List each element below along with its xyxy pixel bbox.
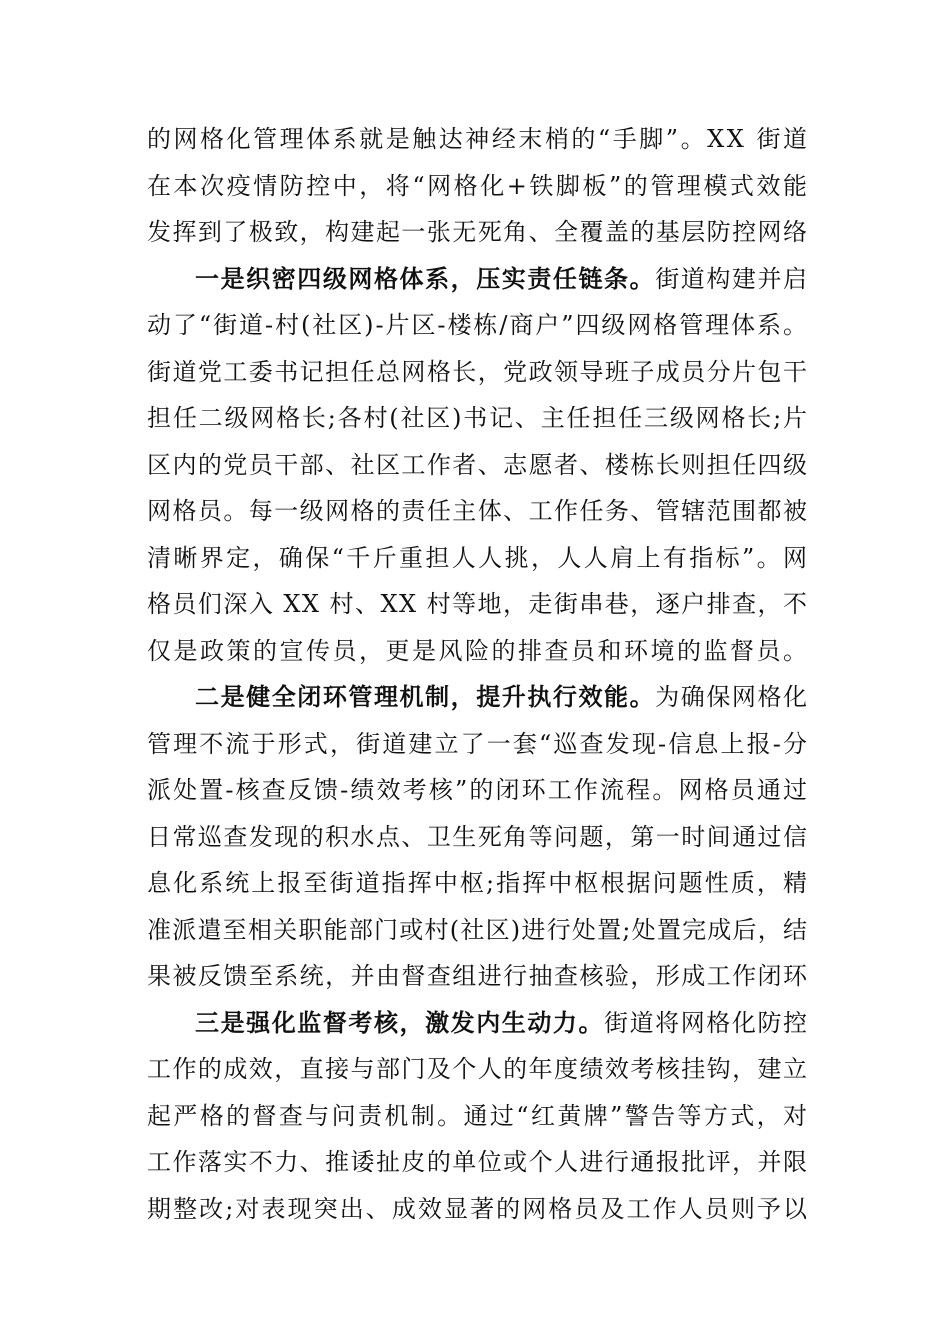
text-line	[147, 352, 807, 392]
line-text: 日常巡查发现的积水点、卫生死角等问题，第一时间通过信	[147, 822, 809, 851]
text-line	[147, 584, 807, 624]
text-line	[147, 863, 810, 903]
line-text: 息化系统上报至街道指挥中枢;指挥中枢根据问题性质，精	[147, 869, 810, 897]
text-line	[147, 817, 807, 857]
text-line	[147, 910, 807, 950]
text-line	[147, 1096, 810, 1136]
line-text: 果被反馈至系统，并由督查组进行抽查核验，形成工作闭环	[147, 962, 809, 990]
line-text: 街道党工委书记担任总网格长，党政领导班子成员分片包干	[147, 357, 809, 386]
line-text: 准派遣至相关职能部门或村(社区)进行处置;处置完成后，结	[147, 915, 809, 944]
paragraph-first-line	[147, 677, 807, 717]
paragraph-first-line	[147, 1003, 807, 1043]
text-line	[147, 631, 810, 671]
text-line	[147, 1142, 807, 1182]
text-line	[147, 445, 807, 485]
text-line	[147, 1049, 807, 1089]
paragraph-first-line	[147, 259, 807, 299]
text-line	[147, 1189, 810, 1229]
line-text: 派处置-核查反馈-绩效考核”的闭环工作流程。网格员通过	[147, 776, 810, 804]
text-line	[147, 724, 810, 764]
line-text: 的网格化管理体系就是触达神经末梢的“手脚”。XX 街道	[147, 125, 810, 153]
line-text: 街道将网格化防控	[604, 1008, 809, 1037]
line-text: 动了“街道-村(社区)-片区-楼栋/商户”四级网格管理体系。	[147, 311, 809, 339]
line-text: 工作的成效，直接与部门及个人的年度绩效考核挂钩，建立	[147, 1055, 809, 1083]
text-line	[147, 956, 807, 996]
paragraph-heading: 二是健全闭环管理机制，提升执行效能。	[195, 682, 656, 711]
text-line	[147, 398, 807, 438]
text-line	[147, 305, 807, 345]
line-text: 网格员。每一级网格的责任主体、工作任务、管辖范围都被	[147, 497, 809, 525]
line-text: 街道构建并启	[655, 264, 809, 293]
text-line	[147, 491, 807, 531]
line-text: 为确保网格化	[655, 683, 809, 711]
line-text: 仅是政策的宣传员，更是风险的排查员和环境的监督员。	[147, 636, 810, 665]
line-text: 期整改;对表现突出、成效显著的网格员及工作人员则予以	[147, 1194, 810, 1223]
line-text: 管理不流于形式，街道建立了一套“巡查发现-信息上报-分	[147, 729, 810, 758]
document-body	[147, 119, 810, 1235]
line-text: 发挥到了极致，构建起一张无死角、全覆盖的基层防控网络	[147, 218, 809, 246]
line-text: 起严格的督查与问责机制。通过“红黄牌”警告等方式，对	[147, 1101, 810, 1130]
line-text: 清晰界定，确保“千斤重担人人挑，人人肩上有指标”。网	[147, 543, 810, 572]
line-text: 在本次疫情防控中，将“网格化+铁脚板”的管理模式效能	[147, 171, 810, 200]
text-line	[147, 538, 810, 578]
line-text: 格员们深入 XX 村、XX 村等地，走街串巷，逐户排查，不	[147, 590, 809, 618]
text-line	[147, 166, 810, 206]
line-text: 工作落实不力、推诿扯皮的单位或个人进行通报批评，并限	[147, 1148, 809, 1176]
text-line	[147, 212, 807, 252]
line-text: 区内的党员干部、社区工作者、志愿者、楼栋长则担任四级	[147, 450, 809, 479]
text-line	[147, 119, 810, 159]
paragraph-heading: 一是织密四级网格体系，压实责任链条。	[195, 263, 656, 293]
paragraph-heading: 三是强化监督考核，激发内生动力。	[195, 1007, 605, 1037]
line-text: 担任二级网格长;各村(社区)书记、主任担任三级网格长;片	[147, 404, 809, 432]
text-line	[147, 770, 810, 810]
